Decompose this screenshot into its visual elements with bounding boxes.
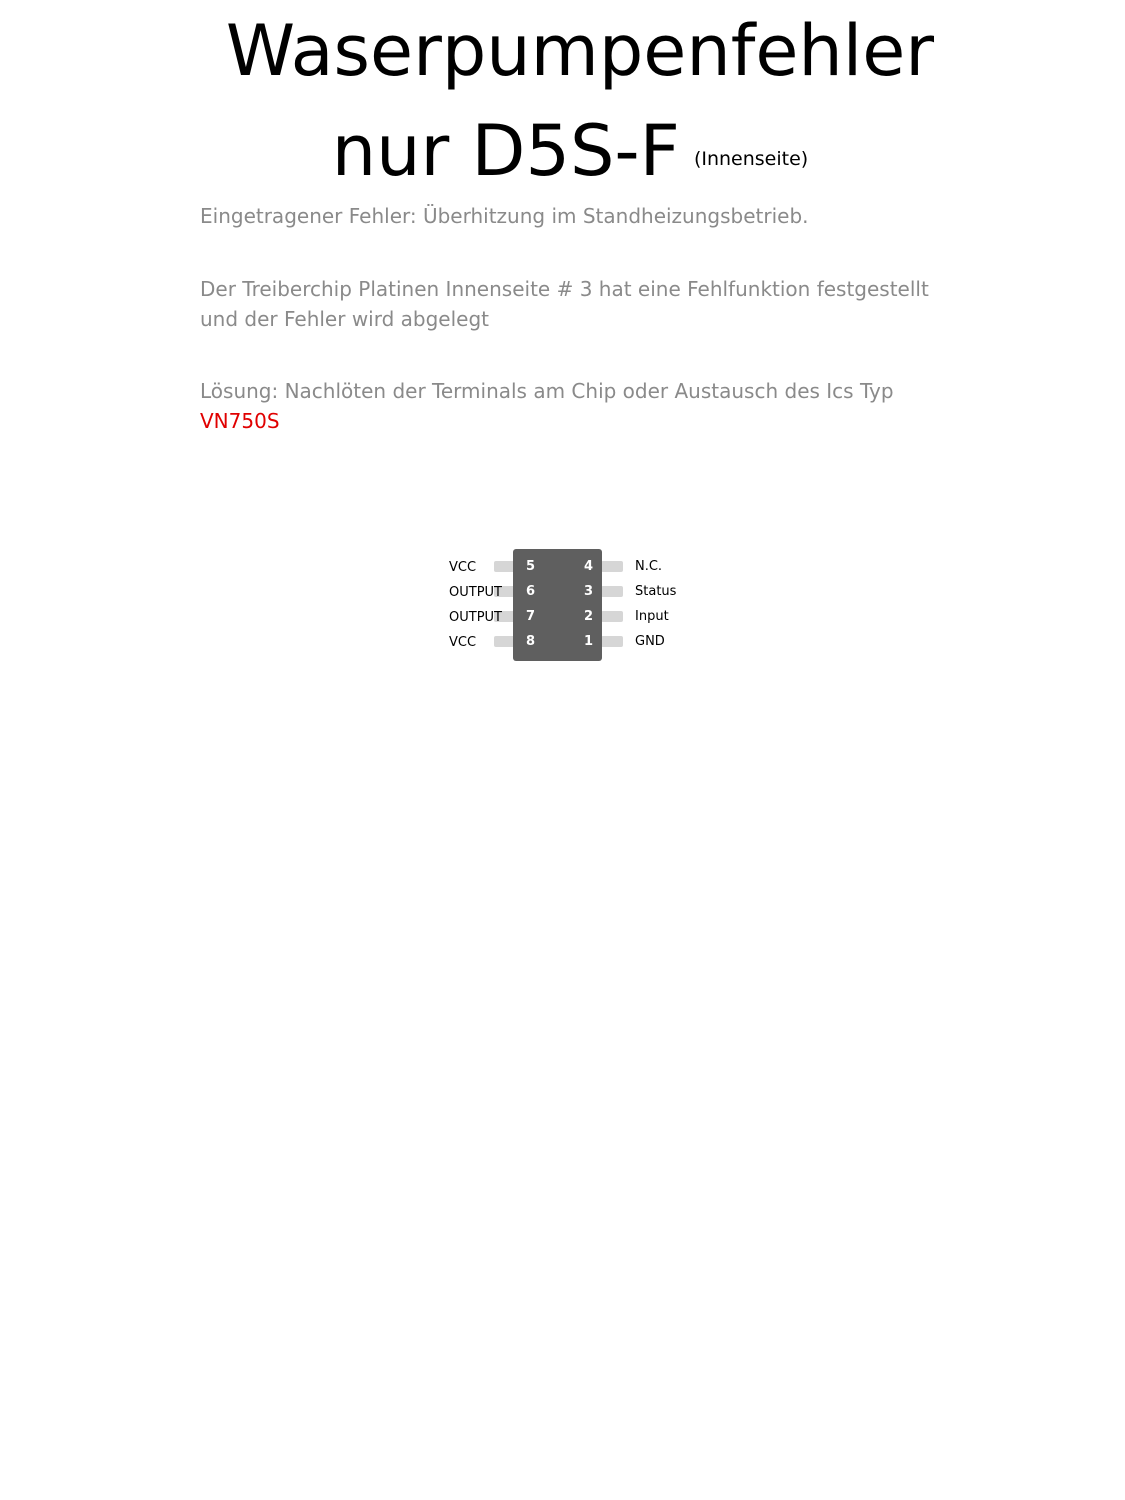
ic-type-label: VN750S [200,409,280,433]
pin-number: 2 [584,609,594,624]
chip-pinout-diagram [440,548,700,663]
page-title-line-2 [0,110,1125,192]
pin-label-status: Status [635,584,677,599]
page-title-line-1: Waserpumpenfehler [225,10,935,92]
pin-label-vcc: VCC [449,560,477,575]
pin-label-output: OUTPUT [449,610,502,625]
pin-number: 7 [526,609,536,624]
solution-paragraph [200,376,960,436]
chip-pin-right [601,611,623,622]
pin-number: 8 [526,634,536,649]
pin-number: 5 [526,559,536,574]
pin-label-output: OUTPUT [449,585,502,600]
pin-label-vcc: VCC [449,635,477,650]
title-note: (Innenseite) [693,148,809,170]
pin-number: 6 [526,584,536,599]
chip-pin-right [601,586,623,597]
pin-number: 1 [584,634,594,649]
title-model: nur D5S-F [331,110,680,192]
pin-label-input: Input [635,609,669,624]
pin-number: 3 [584,584,594,599]
chip-pin-right [601,561,623,572]
pin-number: 4 [584,559,594,574]
solution-text: Lösung: Nachlöten der Terminals am Chip oder Austausch des Ics Typ [200,379,894,403]
pin-label-gnd: GND [635,634,665,649]
pin-label-nc: N.C. [635,559,663,574]
fault-paragraph: Eingetragener Fehler: Überhitzung im Standheizungsbetrieb. [200,204,809,228]
chip-pin-right [601,636,623,647]
description-paragraph: Der Treiberchip Platinen Innenseite # 3 hat eine Fehlfunktion festgestellt und der Fehler wird abgelegt [200,277,929,331]
